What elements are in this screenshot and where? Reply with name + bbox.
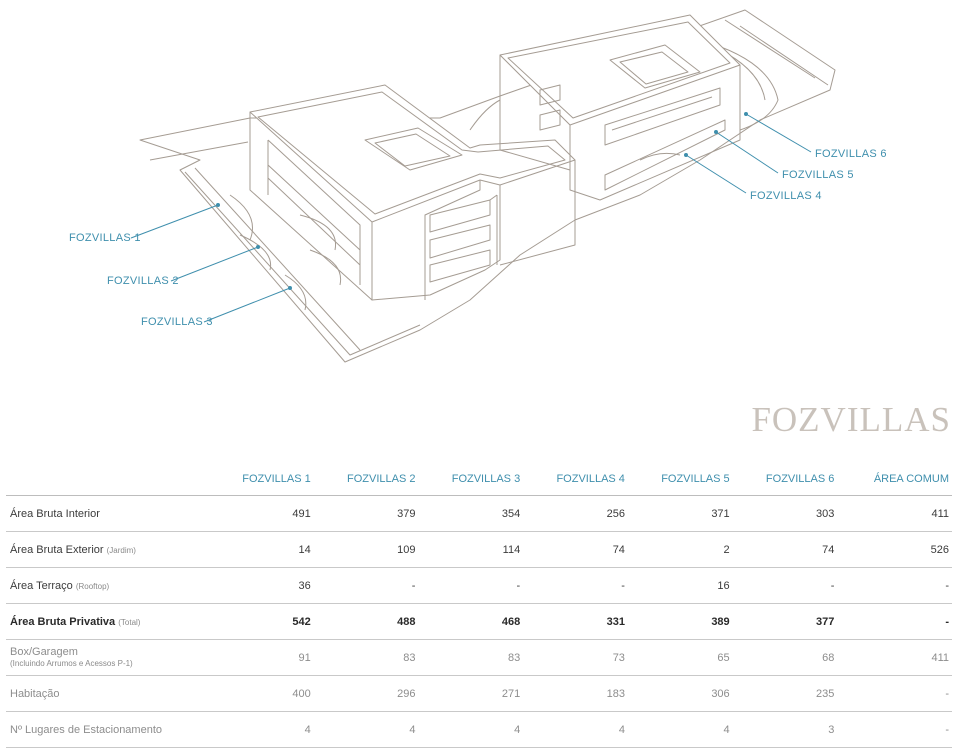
table-cell: 488	[314, 604, 419, 640]
row-label: Área Bruta Privativa (Total)	[6, 604, 209, 640]
table-cell: 354	[418, 496, 523, 532]
table-cell: 296	[314, 676, 419, 712]
table-cell: 83	[314, 640, 419, 676]
brand-title: FOZVILLAS	[751, 400, 951, 439]
table-cell: 306	[628, 676, 733, 712]
table-cell: 303	[733, 496, 838, 532]
table-cell: 468	[418, 604, 523, 640]
table-row	[6, 640, 952, 676]
table-cell: 65	[628, 640, 733, 676]
column-header: FOZVILLAS 1	[209, 462, 314, 496]
table-cell: 4	[628, 712, 733, 748]
row-label: Área Bruta Exterior (Jardim)	[6, 532, 209, 568]
callout-fozvillas-1: FOZVILLAS 1	[69, 232, 141, 244]
table-cell: 16	[628, 568, 733, 604]
table-cell: -	[837, 568, 952, 604]
table-cell: -	[837, 712, 952, 748]
table-cell: 109	[314, 532, 419, 568]
table-cell: 371	[628, 496, 733, 532]
callout-fozvillas-5: FOZVILLAS 5	[782, 169, 854, 181]
table-cell: -	[418, 568, 523, 604]
table-cell: 73	[523, 640, 628, 676]
table-cell: 235	[733, 676, 838, 712]
callout-fozvillas-2: FOZVILLAS 2	[107, 275, 179, 287]
column-header: FOZVILLAS 4	[523, 462, 628, 496]
table-cell: 331	[523, 604, 628, 640]
table-cell: 91	[209, 640, 314, 676]
row-sublabel: (Incluindo Arrumos e Acessos P-1)	[10, 658, 133, 668]
table-cell: 114	[418, 532, 523, 568]
table-cell: 4	[523, 712, 628, 748]
row-label: Nº Lugares de Estacionamento	[6, 712, 209, 748]
table-cell: 68	[733, 640, 838, 676]
table-header-row	[6, 462, 952, 496]
row-sublabel: (Rooftop)	[75, 581, 110, 591]
table-row	[6, 676, 952, 712]
table-cell: 3	[733, 712, 838, 748]
column-header: ÁREA COMUM	[837, 462, 952, 496]
column-header: FOZVILLAS 3	[418, 462, 523, 496]
table-cell: 4	[418, 712, 523, 748]
row-sublabel: (Total)	[118, 617, 141, 627]
table-cell: 256	[523, 496, 628, 532]
table-cell: 36	[209, 568, 314, 604]
table-row	[6, 568, 952, 604]
table-cell: -	[314, 568, 419, 604]
table-cell: 271	[418, 676, 523, 712]
table-row-total	[6, 604, 952, 640]
table-cell: 183	[523, 676, 628, 712]
column-header: FOZVILLAS 6	[733, 462, 838, 496]
table-cell: 526	[837, 532, 952, 568]
table-row	[6, 532, 952, 568]
table-cell: 14	[209, 532, 314, 568]
table-cell: 411	[837, 640, 952, 676]
table-cell: 379	[314, 496, 419, 532]
column-header: FOZVILLAS 5	[628, 462, 733, 496]
table-cell: 491	[209, 496, 314, 532]
table-row	[6, 496, 952, 532]
table-cell: 4	[209, 712, 314, 748]
callout-fozvillas-3: FOZVILLAS 3	[141, 316, 213, 328]
table-cell: -	[837, 676, 952, 712]
area-table	[6, 462, 952, 748]
table-cell: 83	[418, 640, 523, 676]
row-label: Box/Garagem (Incluindo Arrumos e Acessos P-1)	[6, 640, 209, 676]
table-cell: 400	[209, 676, 314, 712]
table-cell: 389	[628, 604, 733, 640]
table-cell: 377	[733, 604, 838, 640]
table-cell: 542	[209, 604, 314, 640]
callout-fozvillas-4: FOZVILLAS 4	[750, 190, 822, 202]
table-cell: 74	[733, 532, 838, 568]
row-label: Área Terraço (Rooftop)	[6, 568, 209, 604]
table-cell: -	[733, 568, 838, 604]
table-cell: 74	[523, 532, 628, 568]
table-cell: -	[837, 604, 952, 640]
table-cell: 4	[314, 712, 419, 748]
row-sublabel: (Jardim)	[106, 545, 136, 555]
callout-fozvillas-6: FOZVILLAS 6	[815, 148, 887, 160]
row-label: Habitação	[6, 676, 209, 712]
column-header: FOZVILLAS 2	[314, 462, 419, 496]
table-cell: 411	[837, 496, 952, 532]
table-header-empty	[6, 462, 209, 496]
table-cell: -	[523, 568, 628, 604]
table-row	[6, 712, 952, 748]
row-label: Área Bruta Interior	[6, 496, 209, 532]
table-cell: 2	[628, 532, 733, 568]
